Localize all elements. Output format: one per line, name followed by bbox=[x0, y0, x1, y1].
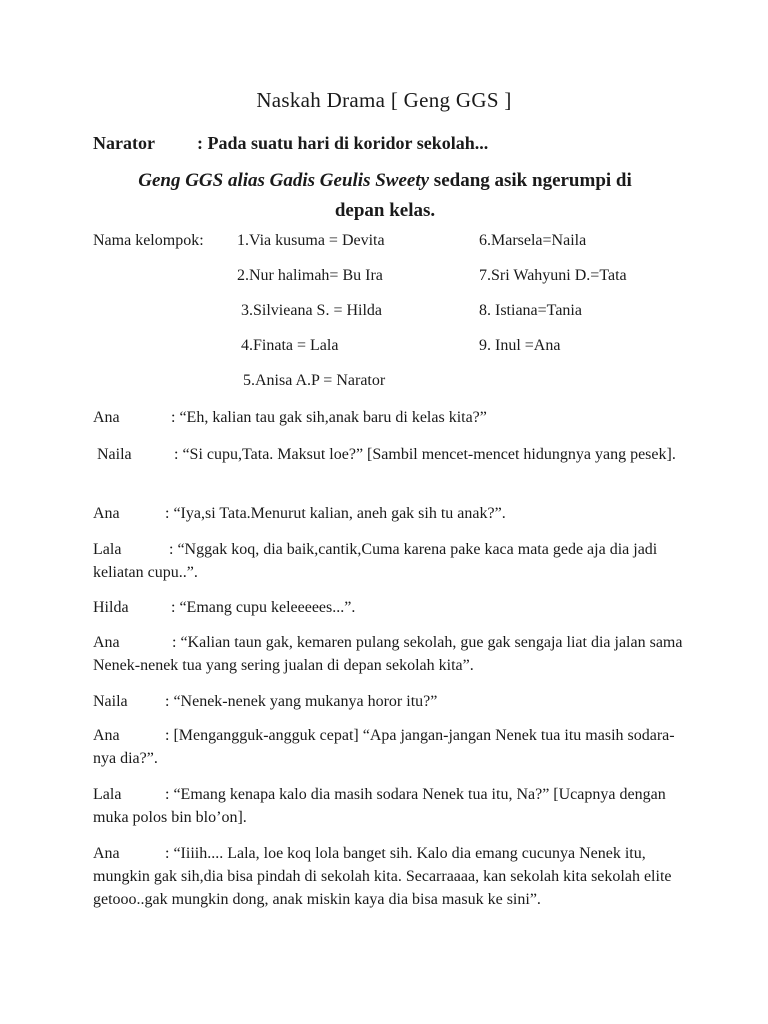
dialog-line bbox=[93, 538, 683, 584]
dialog-line bbox=[93, 783, 683, 829]
dialog-text: : “Emang kenapa kalo dia masih sodara Nenek tua itu, Na?” [Ucapnya dengan muka polos bin blo’on]. bbox=[93, 786, 666, 826]
speaker-name: Ana bbox=[93, 727, 120, 744]
member-item: 4.Finata = Lala bbox=[241, 337, 339, 354]
narator-text: : Pada suatu hari di koridor sekolah... bbox=[197, 133, 489, 153]
dialog-text: : “Iya,si Tata.Menurut kalian, aneh gak sih tu anak?”. bbox=[165, 505, 506, 522]
member-item: 7.Sri Wahyuni D.=Tata bbox=[479, 267, 627, 284]
speaker-name: Lala bbox=[93, 541, 122, 558]
speaker-name: Hilda bbox=[93, 599, 129, 616]
speaker-name: Narator bbox=[93, 133, 155, 153]
narator-line bbox=[93, 133, 488, 154]
dialog-line bbox=[93, 724, 683, 770]
dialog-text: : “Emang cupu keleeeees...”. bbox=[171, 599, 356, 616]
dialog-line bbox=[93, 842, 683, 911]
speaker-name: Lala bbox=[93, 786, 122, 803]
intro-paragraph bbox=[80, 166, 690, 226]
dialog-text: : “Kalian taun gak, kemaren pulang sekolah, gue gak sengaja liat dia jalan sama Nenek-nenek tua yang sering jualan di depan sekolah kita”. bbox=[93, 634, 683, 674]
member-item: 9. Inul =Ana bbox=[479, 337, 561, 354]
member-item: 5.Anisa A.P = Narator bbox=[243, 372, 386, 389]
intro-italic: Geng GGS alias Gadis Geulis Sweety bbox=[138, 170, 430, 191]
dialog-line bbox=[93, 443, 683, 466]
member-item: 2.Nur halimah= Bu Ira bbox=[237, 267, 383, 284]
speaker-name: Ana bbox=[93, 845, 120, 862]
member-item: 1.Via kusuma = Devita bbox=[237, 232, 385, 249]
intro-rest: sedang asik ngerumpi di bbox=[429, 170, 632, 191]
dialog-line bbox=[93, 502, 683, 525]
speaker-name: Ana bbox=[93, 634, 120, 651]
member-item: 6.Marsela=Naila bbox=[479, 232, 587, 249]
dialog-line bbox=[93, 690, 683, 713]
intro-line2: depan kelas. bbox=[334, 200, 436, 221]
dialog-text: : “Si cupu,Tata. Maksut loe?” [Sambil mencet-mencet hidungnya yang pesek]. bbox=[174, 446, 676, 463]
member-item: 3.Silvieana S. = Hilda bbox=[241, 302, 383, 319]
dialog-line bbox=[93, 631, 683, 677]
dialog-text: : “Nenek-nenek yang mukanya horor itu?” bbox=[165, 693, 438, 710]
dialog-text: : “Eh, kalian tau gak sih,anak baru di kelas kita?” bbox=[171, 409, 487, 426]
speaker-name: Ana bbox=[93, 505, 120, 522]
dialog-text: : “Nggak koq, dia baik,cantik,Cuma karena pake kaca mata gede aja dia jadi keliatan cupu..”. bbox=[93, 541, 658, 581]
speaker-name: Naila bbox=[97, 446, 132, 463]
dialog-text: : “Iiiih.... Lala, loe koq lola banget sih. Kalo dia emang cucunya Nenek itu, mungkin gak sih,dia bisa pindah di sekolah kita. Secarraaaa, kan sekolah kita sekolah elite getooo..gak mungkin dong, anak miskin kaya dia bisa masuk ke sini”. bbox=[93, 845, 672, 908]
dialog-text: : [Mengangguk-angguk cepat] “Apa jangan-jangan Nenek tua itu masih sodara-nya dia?”. bbox=[93, 727, 675, 767]
member-item: 8. Istiana=Tania bbox=[479, 302, 582, 319]
dialog-line bbox=[93, 406, 683, 429]
dialog-line bbox=[93, 596, 683, 619]
member-list-label: Nama kelompok: bbox=[93, 232, 204, 249]
document-title: Naskah Drama [ Geng GGS ] bbox=[256, 88, 512, 112]
speaker-name: Naila bbox=[93, 693, 128, 710]
speaker-name: Ana bbox=[93, 409, 120, 426]
